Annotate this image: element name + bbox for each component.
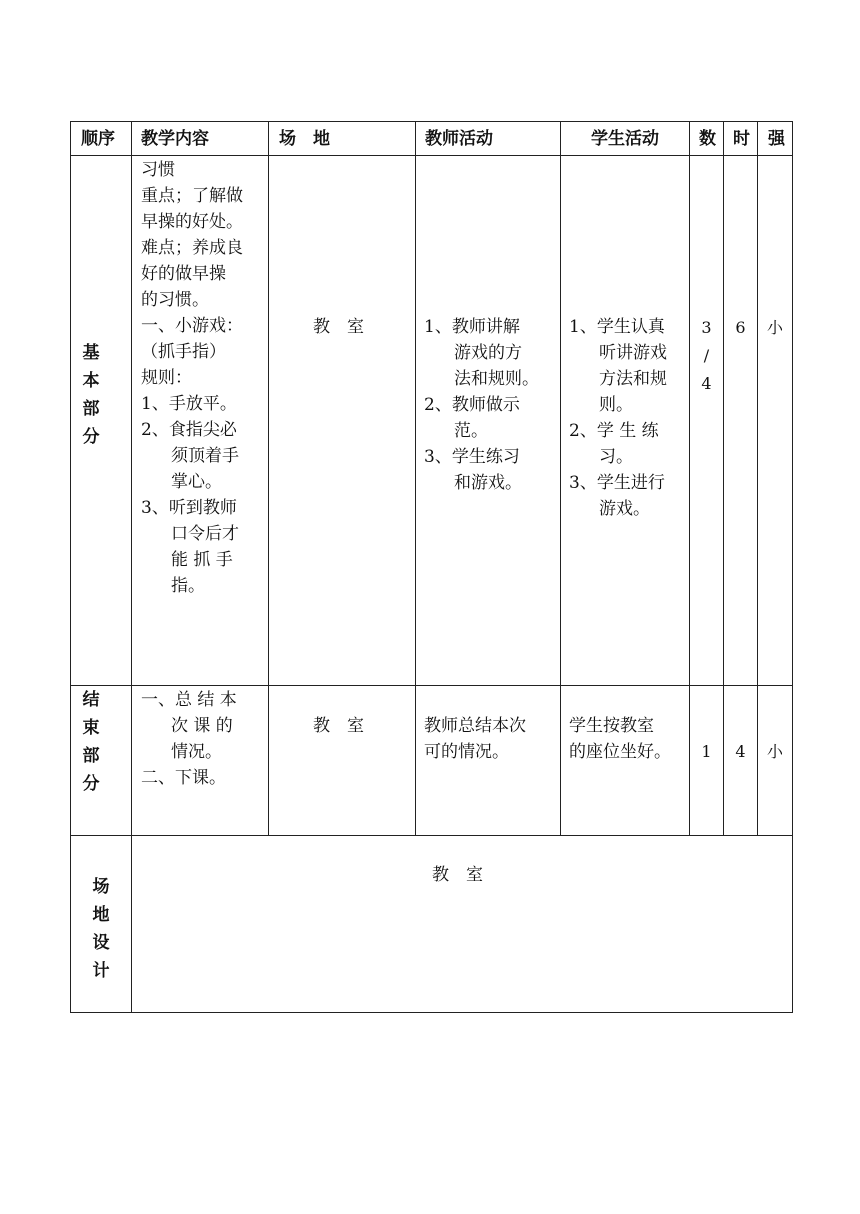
content-line: 掌心。 xyxy=(171,472,222,492)
student-line: 2、学 生 练 xyxy=(569,421,659,441)
closing-teacher xyxy=(424,713,526,765)
column-divider xyxy=(560,122,561,835)
basic-content xyxy=(141,157,243,599)
header-student: 学生活动 xyxy=(591,129,659,149)
teacher-line: 游戏的方 xyxy=(454,343,522,363)
content-line: 能 抓 手 xyxy=(171,550,233,570)
content-line: 情况。 xyxy=(171,742,222,762)
column-divider xyxy=(415,122,416,835)
design-section-label xyxy=(87,873,115,985)
student-line: 1、学生认真 xyxy=(569,317,665,337)
content-line: 一、小游戏： xyxy=(141,316,243,336)
header-count: 数 xyxy=(699,129,716,149)
content-line: 早操的好处。 xyxy=(141,212,243,232)
teacher-line: 1、教师讲解 xyxy=(424,317,520,337)
teacher-line: 3、学生练习 xyxy=(424,447,520,467)
content-line: 难点；养成良 xyxy=(141,238,243,258)
header-order: 顺序 xyxy=(81,129,115,149)
content-line: （抓手指） xyxy=(141,342,226,362)
closing-content xyxy=(141,687,237,791)
column-divider xyxy=(757,122,758,835)
student-line: 游戏。 xyxy=(599,499,650,519)
content-line: 3、听到教师 xyxy=(141,498,237,518)
column-divider xyxy=(268,122,269,835)
label-char: 场 xyxy=(92,877,110,897)
label-char: 分 xyxy=(82,427,100,447)
count-char: 3 xyxy=(701,318,712,337)
header-teacher: 教师活动 xyxy=(425,129,493,149)
basic-teacher xyxy=(424,314,539,496)
count-char: / xyxy=(703,346,710,365)
label-char: 束 xyxy=(82,718,100,738)
content-line: 的习惯。 xyxy=(141,290,209,310)
label-char: 计 xyxy=(92,961,110,981)
teacher-line: 2、教师做示 xyxy=(424,395,520,415)
column-divider xyxy=(131,122,132,1012)
closing-intensity: 小 xyxy=(766,742,783,761)
basic-intensity: 小 xyxy=(766,318,783,337)
column-divider xyxy=(723,122,724,835)
closing-count: 1 xyxy=(701,742,712,761)
header-time: 时 xyxy=(733,129,750,149)
student-line: 方法和规 xyxy=(599,369,667,389)
column-divider xyxy=(689,122,690,835)
basic-section-label xyxy=(77,339,105,451)
content-line: 重点；了解做 xyxy=(141,186,243,206)
label-char: 部 xyxy=(82,399,100,419)
teacher-line: 和游戏。 xyxy=(454,473,522,493)
header-content: 教学内容 xyxy=(141,129,209,149)
teacher-line: 范。 xyxy=(454,421,488,441)
teacher-line: 可的情况。 xyxy=(424,742,509,762)
label-char: 基 xyxy=(82,343,100,363)
student-line: 则。 xyxy=(599,395,633,415)
basic-venue: 教 室 xyxy=(313,317,364,337)
lesson-plan-table xyxy=(70,121,793,1013)
content-line: 口令后才 xyxy=(171,524,239,544)
label-char: 部 xyxy=(82,746,100,766)
row-divider xyxy=(71,685,792,686)
basic-student xyxy=(569,314,667,522)
content-line: 习惯 xyxy=(141,160,175,180)
student-line: 听讲游戏 xyxy=(599,343,667,363)
label-char: 结 xyxy=(82,690,100,710)
label-char: 设 xyxy=(92,933,110,953)
content-line: 规则： xyxy=(141,368,192,388)
student-line: 习。 xyxy=(599,447,633,467)
teacher-line: 教师总结本次 xyxy=(424,716,526,736)
basic-count xyxy=(690,314,723,398)
content-line: 指。 xyxy=(171,576,205,596)
content-line: 次 课 的 xyxy=(171,716,233,736)
label-char: 地 xyxy=(92,905,110,925)
closing-venue: 教 室 xyxy=(313,716,364,736)
header-venue: 场 地 xyxy=(279,129,330,149)
content-line: 1、手放平。 xyxy=(141,394,237,414)
basic-time: 6 xyxy=(735,318,746,337)
content-line: 一、总 结 本 xyxy=(141,690,237,710)
teacher-line: 法和规则。 xyxy=(454,369,539,389)
design-venue: 教 室 xyxy=(432,865,483,885)
content-line: 2、食指尖必 xyxy=(141,420,237,440)
row-divider xyxy=(71,835,792,836)
content-line: 二、下课。 xyxy=(141,768,226,788)
student-line: 3、学生进行 xyxy=(569,473,665,493)
student-line: 的座位坐好。 xyxy=(569,742,671,762)
header-intensity: 强 xyxy=(768,129,785,149)
closing-student xyxy=(569,713,671,765)
closing-time: 4 xyxy=(735,742,746,761)
closing-section-label xyxy=(77,686,105,798)
student-line: 学生按教室 xyxy=(569,716,654,736)
label-char: 分 xyxy=(82,774,100,794)
content-line: 须顶着手 xyxy=(171,446,239,466)
count-char: 4 xyxy=(701,374,712,393)
label-char: 本 xyxy=(82,371,100,391)
content-line: 好的做早操 xyxy=(141,264,226,284)
